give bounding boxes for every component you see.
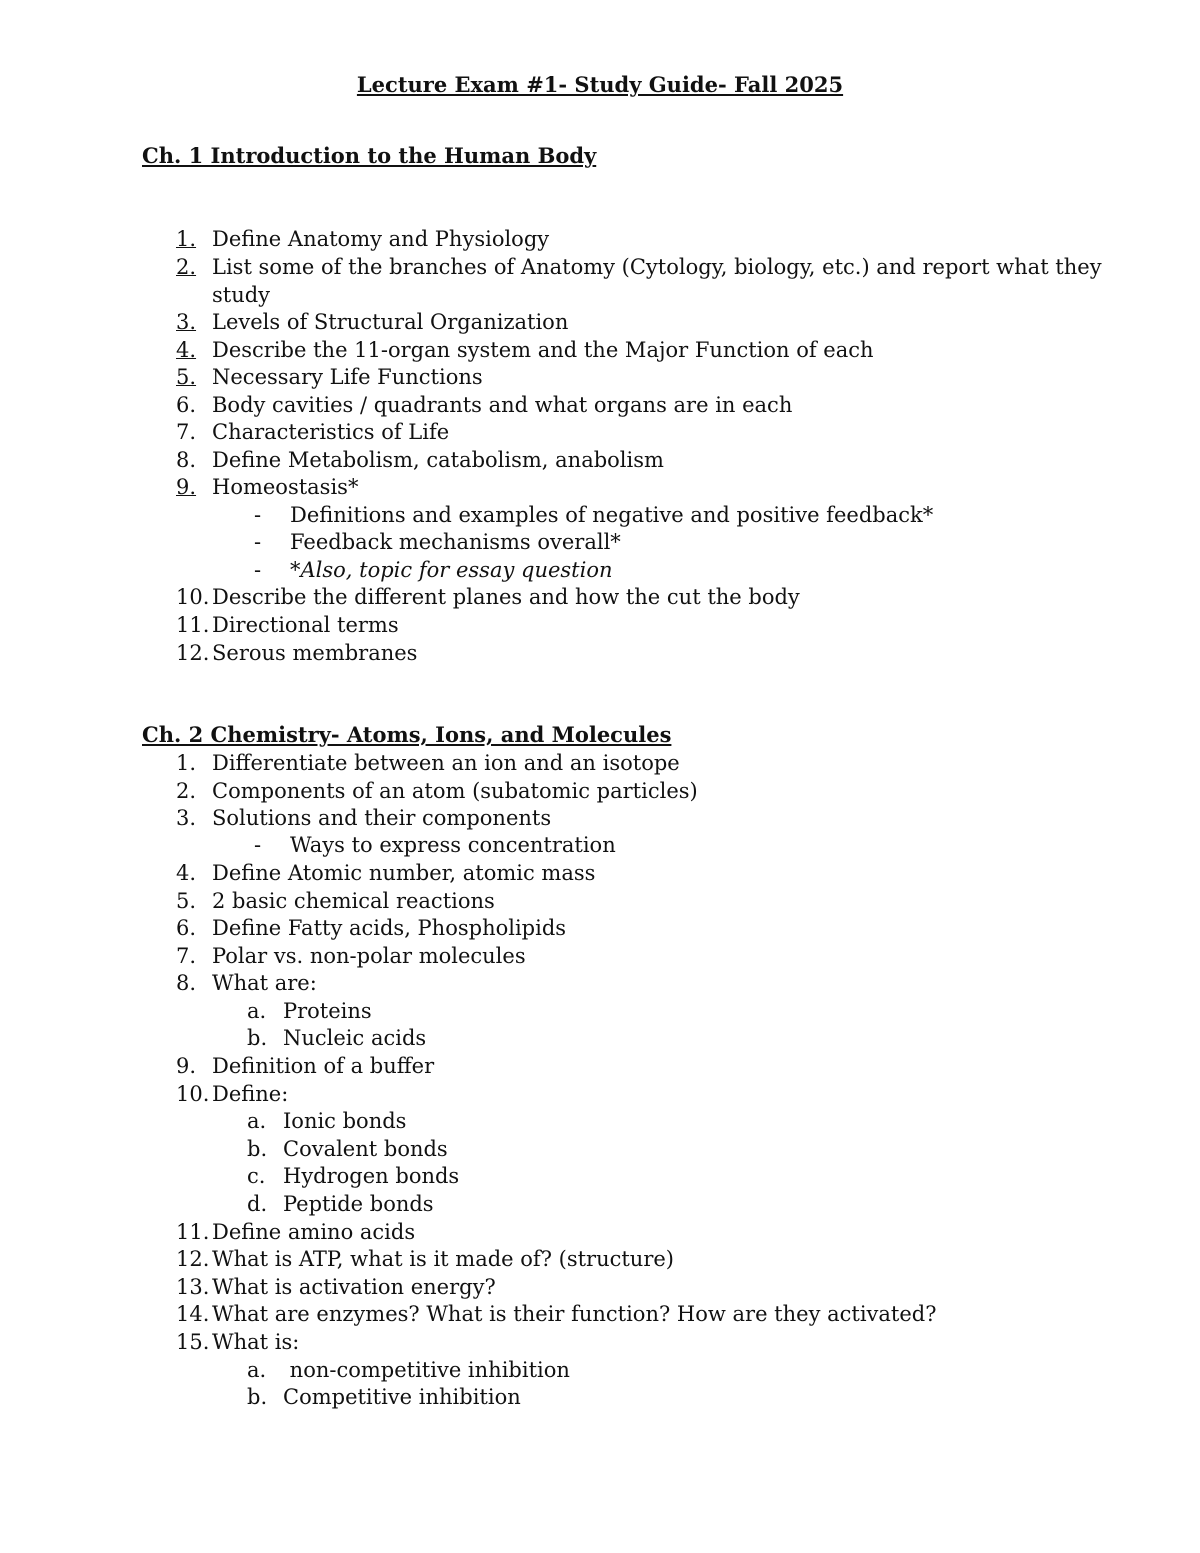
- item-number: 12.: [176, 641, 210, 665]
- item-text: Characteristics of Life: [212, 420, 450, 444]
- document-title: Lecture Exam #1- Study Guide- Fall 2025: [356, 72, 844, 97]
- lettered-sub-item: [247, 1024, 426, 1052]
- item-number: 3.: [176, 310, 197, 334]
- item-text: What is ATP, what is it made of? (structure): [212, 1247, 674, 1271]
- item-number: 1.: [176, 227, 197, 251]
- list-item: [176, 942, 526, 970]
- list-item: [176, 336, 874, 364]
- item-text: What is activation energy?: [212, 1275, 496, 1299]
- item-number: 15.: [176, 1330, 210, 1354]
- sub-item-text: non-competitive inhibition: [283, 1358, 570, 1382]
- sub-item-letter: a.: [247, 1358, 267, 1382]
- item-number: 9.: [176, 1054, 197, 1078]
- sub-item-letter: d.: [247, 1192, 268, 1216]
- item-text: Describe the different planes and how the cut the body: [212, 585, 800, 609]
- list-item: [176, 887, 495, 915]
- item-text: What are enzymes? What is their function? How are they activated?: [212, 1302, 937, 1326]
- item-text: Define Metabolism, catabolism, anabolism: [212, 448, 664, 472]
- list-item: [176, 639, 417, 667]
- item-text: Define:: [212, 1082, 289, 1106]
- dash-bullet: -: [254, 530, 262, 554]
- chapter-2-heading: Ch. 2 Chemistry- Atoms, Ions, and Molecules: [142, 722, 672, 747]
- item-text: Serous membranes: [212, 641, 418, 665]
- sub-item-text: Peptide bonds: [283, 1192, 434, 1216]
- list-item: [176, 1245, 674, 1273]
- sub-item-text: Competitive inhibition: [283, 1385, 521, 1409]
- item-number: 7.: [176, 944, 197, 968]
- sub-bullet: [254, 528, 621, 556]
- list-item: [176, 749, 680, 777]
- sub-bullet-text: Definitions and examples of negative and positive feedback*: [290, 503, 934, 527]
- item-text: Body cavities / quadrants and what organs are in each: [212, 393, 793, 417]
- list-item: [176, 804, 551, 832]
- list-item: [176, 969, 317, 997]
- lettered-sub-item: [247, 1383, 521, 1411]
- item-number: 10.: [176, 1082, 210, 1106]
- lettered-sub-item: [247, 1135, 448, 1163]
- item-number: 11.: [176, 613, 210, 637]
- item-number: 12.: [176, 1247, 210, 1271]
- lettered-sub-item: [247, 997, 372, 1025]
- list-item: [176, 1300, 937, 1328]
- item-number: 5.: [176, 365, 197, 389]
- list-item: [176, 363, 483, 391]
- dash-bullet: -: [254, 503, 262, 527]
- sub-item-letter: a.: [247, 999, 267, 1023]
- list-item: [176, 914, 566, 942]
- list-item: [176, 859, 595, 887]
- item-text: Define Fatty acids, Phospholipids: [212, 916, 567, 940]
- item-number: 6.: [176, 916, 197, 940]
- sub-bullet: [254, 501, 933, 529]
- item-number: 7.: [176, 420, 197, 444]
- chapter-1-heading: Ch. 1 Introduction to the Human Body: [142, 143, 597, 168]
- list-item: [176, 253, 1102, 281]
- item-number: 9.: [176, 475, 197, 499]
- item-text-continuation: study: [212, 283, 271, 307]
- sub-item-letter: b.: [247, 1026, 268, 1050]
- item-number: 8.: [176, 448, 197, 472]
- item-text: Define amino acids: [212, 1220, 416, 1244]
- list-item: [176, 1273, 496, 1301]
- item-text: Polar vs. non-polar molecules: [212, 944, 526, 968]
- item-text: Components of an atom (subatomic particles): [212, 779, 698, 803]
- lettered-sub-item: [247, 1162, 459, 1190]
- sub-item-letter: c.: [247, 1164, 266, 1188]
- item-text: List some of the branches of Anatomy (Cytology, biology, etc.) and report what they: [212, 255, 1102, 279]
- dash-bullet: -: [254, 558, 262, 582]
- lettered-sub-item: [247, 1107, 406, 1135]
- item-number: 6.: [176, 393, 197, 417]
- item-number: 3.: [176, 806, 197, 830]
- list-item: [176, 1328, 299, 1356]
- sub-bullet: [254, 556, 613, 584]
- sub-bullet-text: Ways to express concentration: [290, 833, 616, 857]
- item-text: What is:: [212, 1330, 300, 1354]
- item-number: 14.: [176, 1302, 210, 1326]
- sub-bullet-text: Feedback mechanisms overall*: [290, 530, 621, 554]
- sub-item-letter: a.: [247, 1109, 267, 1133]
- lettered-sub-item: [247, 1190, 434, 1218]
- item-number: 1.: [176, 751, 197, 775]
- item-text: Describe the 11-organ system and the Major Function of each: [212, 338, 874, 362]
- item-number: 4.: [176, 338, 197, 362]
- list-item: [176, 583, 800, 611]
- dash-bullet: -: [254, 833, 262, 857]
- item-number: 13.: [176, 1275, 210, 1299]
- item-text: 2 basic chemical reactions: [212, 889, 495, 913]
- list-item: [176, 1218, 415, 1246]
- item-text: Definition of a buffer: [212, 1054, 435, 1078]
- list-item: [176, 418, 449, 446]
- item-text: Necessary Life Functions: [212, 365, 483, 389]
- list-item: [176, 308, 568, 336]
- item-number: 4.: [176, 861, 197, 885]
- item-text: Differentiate between an ion and an isotope: [212, 751, 680, 775]
- item-text: Define Atomic number, atomic mass: [212, 861, 596, 885]
- sub-item-text: Covalent bonds: [283, 1137, 448, 1161]
- item-number: 8.: [176, 971, 197, 995]
- list-item: [176, 777, 698, 805]
- sub-item-letter: b.: [247, 1385, 268, 1409]
- item-text: Solutions and their components: [212, 806, 552, 830]
- sub-item-letter: b.: [247, 1137, 268, 1161]
- item-number: 10.: [176, 585, 210, 609]
- lettered-sub-item: [247, 1356, 570, 1384]
- list-item: [176, 446, 664, 474]
- list-item: [176, 391, 792, 419]
- list-item: [176, 1052, 434, 1080]
- item-text: Define Anatomy and Physiology: [212, 227, 550, 251]
- item-text: Homeostasis*: [212, 475, 359, 499]
- item-text: Directional terms: [212, 613, 399, 637]
- sub-bullet: [254, 831, 616, 859]
- item-text: Levels of Structural Organization: [212, 310, 569, 334]
- sub-item-text: Nucleic acids: [283, 1026, 427, 1050]
- list-item: [176, 611, 399, 639]
- list-item: [176, 1080, 288, 1108]
- item-text: What are:: [212, 971, 317, 995]
- sub-item-text: Ionic bonds: [283, 1109, 407, 1133]
- sub-bullet-text: *Also, topic for essay question: [290, 558, 613, 582]
- sub-item-text: Hydrogen bonds: [283, 1164, 460, 1188]
- list-item: [176, 473, 358, 501]
- item-number: 5.: [176, 889, 197, 913]
- item-number: 2.: [176, 779, 197, 803]
- sub-item-text: Proteins: [283, 999, 372, 1023]
- item-number: 11.: [176, 1220, 210, 1244]
- item-number: 2.: [176, 255, 197, 279]
- list-item: [176, 225, 549, 253]
